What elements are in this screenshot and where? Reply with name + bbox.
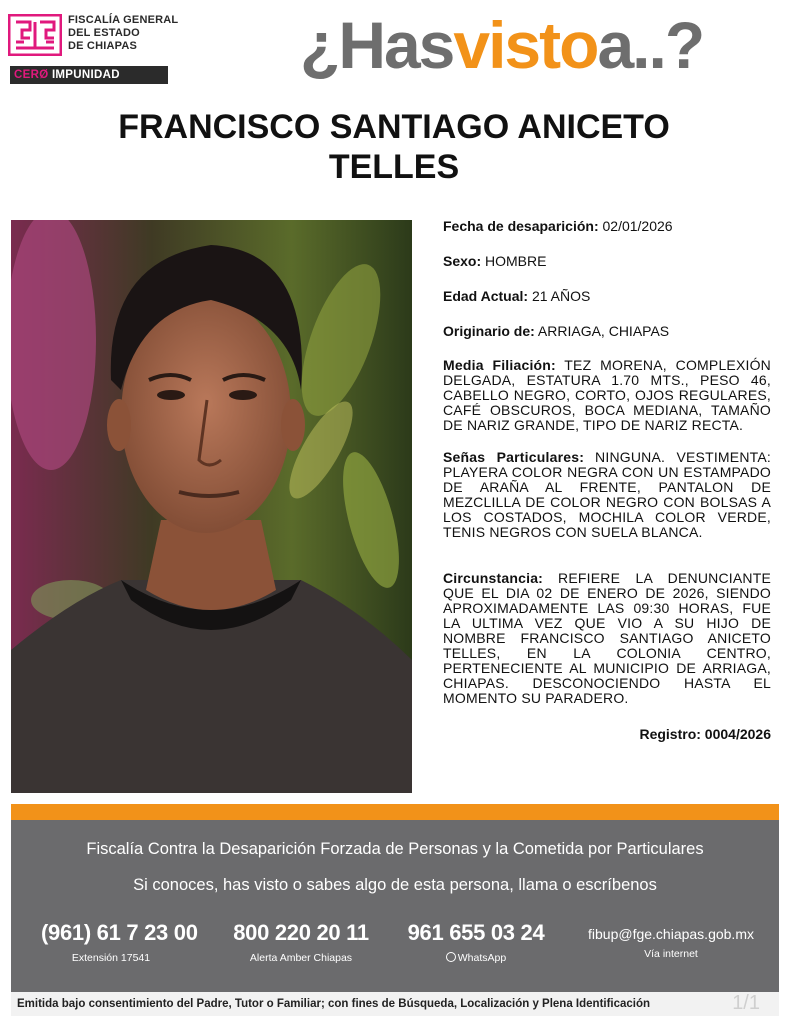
has-visto-a-brand: ¿Hasvistoa..? <box>300 8 704 82</box>
fge-chiapas-logo <box>8 12 188 86</box>
fecha-row: Fecha de desaparición: 02/01/2026 <box>443 218 673 234</box>
missing-person-photo <box>11 220 412 793</box>
consent-disclaimer: Emitida bajo consentimiento del Padre, Tutor o Familiar; con fines de Búsqueda, Localización y Plena Identificación <box>11 992 779 1016</box>
media-filiacion-row: Media Filiación: TEZ MORENA, COMPLEXIÓN DELGADA, ESTATURA 1.70 MTS., PESO 46, CABELLO NEGRO, CORTO, OJOS REGULARES, CAFÉ OBSCUROS, BOCA MEDIANA, TAMAÑO DE NARIZ GRANDE, TIPO DE NARIZ RECTA. <box>443 357 771 433</box>
cero-slashed-o-icon: Ø <box>39 69 49 81</box>
whatsapp-icon <box>446 952 456 962</box>
contact-whatsapp[interactable]: 961 655 03 24 WhatsApp <box>407 920 545 964</box>
edad-row: Edad Actual: 21 AÑOS <box>443 288 591 304</box>
contact-footer <box>11 820 779 1016</box>
contact-email[interactable]: fibup@fge.chiapas.gob.mx Vía internet <box>588 926 754 960</box>
orange-divider <box>11 804 779 820</box>
person-name-line1: FRANCISCO SANTIAGO ANICETO <box>118 108 670 146</box>
cero-impunidad-badge: CERØ IMPUNIDAD <box>10 66 168 84</box>
portrait-illustration <box>11 220 412 793</box>
call-to-action: Si conoces, has visto o sabes algo de esta persona, llama o escríbenos <box>133 876 657 894</box>
page-indicator: 1/1 <box>732 992 760 1014</box>
fge-emblem-icon <box>8 14 62 56</box>
circunstancia-row: Circunstancia: REFIERE LA DENUNCIANTE QUE EL DIA 02 DE ENERO DE 2026, SIENDO APROXIMADAMENTE LAS 09:30 HORAS, FUE LA ULTIMA VEZ QUE VIO A SU HIJO DE NOMBRE FRANCISCO SANTIAGO ANICETO TELLES, EN LA COLONIA CENTRO, PERTENECIENTE AL MUNICIPIO DE ARRIAGA, CHIAPAS. DESCONOCIENDO HASTA EL MOMENTO SU PARADERO. <box>443 570 771 706</box>
registro-number: Registro: 0004/2026 <box>639 726 771 742</box>
sexo-row: Sexo: HOMBRE <box>443 253 547 269</box>
person-name-line2: TELLES <box>328 148 460 186</box>
agency-name: FISCALÍA GENERAL DEL ESTADO DE CHIAPAS <box>68 14 179 52</box>
senas-particulares-row: Señas Particulares: NINGUNA. VESTIMENTA: PLAYERA COLOR NEGRA CON UN ESTAMPADO DE ARAÑA AL FRENTE, PANTALON DE MEZCLILLA DE COLOR NEGRO CON BOLSAS A LOS COSTADOS, MOCHILA COLOR VERDE, TENIS NEGROS CON SUELA BLANCA. <box>443 449 771 540</box>
contact-phone-amber[interactable]: 800 220 20 11 Alerta Amber Chiapas <box>233 920 369 964</box>
contact-phone-fiscalia[interactable]: (961) 61 7 23 00 Extensión 17541 <box>41 920 198 964</box>
fiscalia-name: Fiscalía Contra la Desaparición Forzada de Personas y la Cometida por Particulares <box>86 840 704 858</box>
origen-row: Originario de: ARRIAGA, CHIAPAS <box>443 323 670 339</box>
